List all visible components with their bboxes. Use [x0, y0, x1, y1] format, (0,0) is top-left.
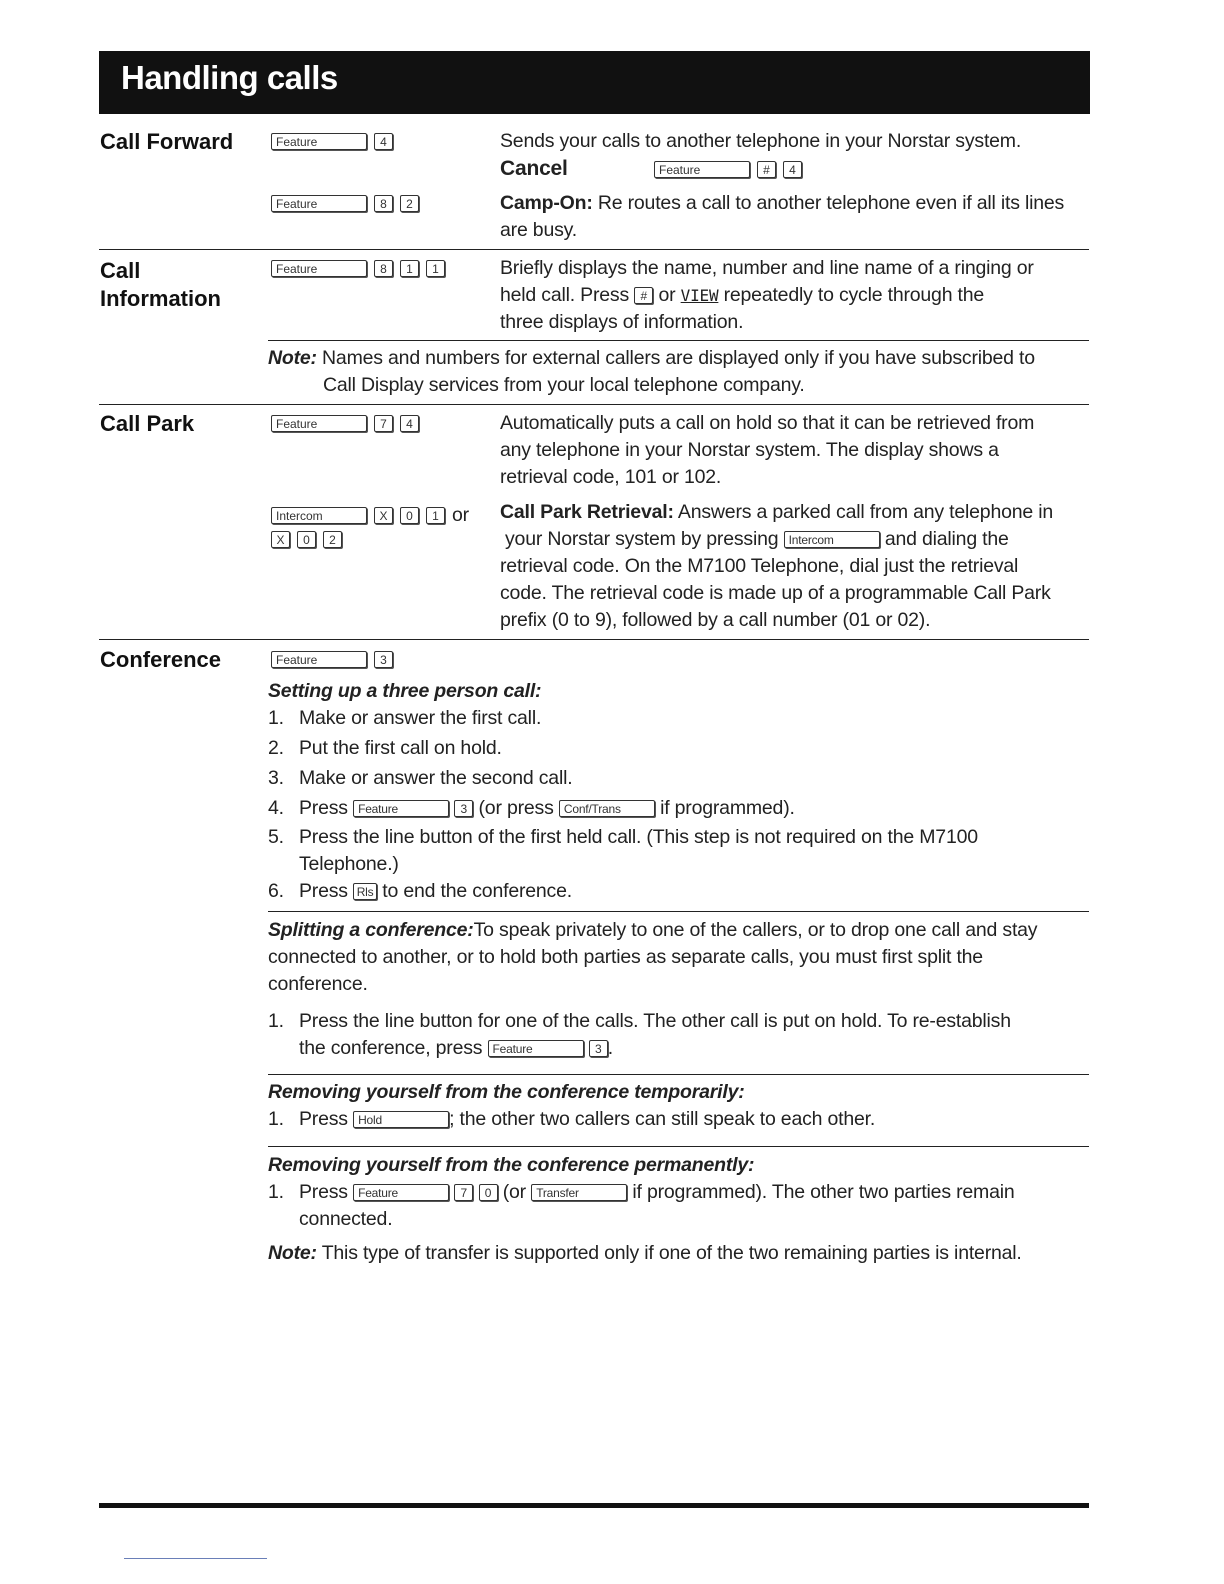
text-fragment: to end the conference. — [382, 880, 572, 902]
text-fragment: the conference, press — [299, 1037, 483, 1059]
text-fragment: Press — [299, 797, 348, 819]
cancel-keys — [654, 159, 809, 181]
perm-heading: Removing yourself from the conference permanently: — [268, 1154, 755, 1176]
conference-keys — [271, 649, 400, 671]
or-word: or — [452, 504, 469, 526]
footer-line — [124, 1558, 267, 1559]
step-number: 5. — [268, 826, 284, 848]
split-step-text-2 — [299, 1035, 613, 1062]
text-fragment: if programmed). The other two parties remain — [632, 1181, 1015, 1203]
split-text-2: connected to another, or to hold both parties as separate calls, you must first split the — [268, 946, 983, 968]
page-title: Handling calls — [121, 59, 338, 96]
text-fragment: Press — [299, 880, 348, 902]
step-number: 6. — [268, 880, 284, 902]
key-1: 1 — [400, 260, 419, 277]
list-item — [268, 878, 978, 905]
camp-on-line-2: are busy. — [500, 219, 577, 241]
key-hash: # — [757, 161, 776, 178]
feature-key: Feature — [271, 260, 367, 277]
key-7: 7 — [374, 415, 393, 432]
key-4: 4 — [783, 161, 802, 178]
perm-step-text-1 — [299, 1179, 1015, 1206]
step-text: Make or answer the second call. — [299, 767, 573, 789]
retrieval-label: Call Park Retrieval: — [500, 501, 674, 523]
call-information-text-1: Briefly displays the name, number and line name of a ringing or — [500, 257, 1034, 279]
hold-key: Hold — [353, 1111, 449, 1128]
temp-step-text — [299, 1106, 875, 1133]
list-item — [268, 765, 978, 795]
feature-key: Feature — [271, 651, 367, 668]
call-park-retrieval-1 — [500, 499, 1053, 526]
key-hash: # — [634, 287, 653, 304]
call-park-keys — [271, 413, 426, 435]
feature-key: Feature — [654, 161, 750, 178]
text-fragment: (or — [502, 1181, 526, 1203]
call-information-label-2: Information — [100, 286, 221, 311]
text-fragment: or — [658, 284, 676, 306]
text-fragment: Press — [299, 1181, 348, 1203]
setup-heading: Setting up a three person call: — [268, 680, 542, 702]
call-park-retrieval-keys-2 — [271, 529, 349, 551]
call-park-retrieval-2 — [505, 526, 1009, 553]
conf-trans-key: Conf/Trans — [559, 800, 655, 817]
cancel-label: Cancel — [500, 157, 568, 180]
note-text: Names and numbers for external callers are displayed only if you have subscribed to — [322, 347, 1035, 369]
feature-key: Feature — [271, 195, 367, 212]
conference-note — [268, 1240, 1022, 1267]
subsection-divider — [268, 911, 1089, 912]
key-0: 0 — [297, 531, 316, 548]
key-1: 1 — [426, 507, 445, 524]
call-park-retrieval-keys-1 — [271, 502, 469, 529]
transfer-key: Transfer — [531, 1184, 627, 1201]
list-item-continuation — [268, 851, 978, 878]
section-divider — [99, 249, 1089, 250]
key-3: 3 — [454, 800, 473, 817]
step-number: 2. — [268, 737, 284, 759]
key-3: 3 — [589, 1040, 608, 1057]
list-item — [268, 705, 978, 735]
key-2: 2 — [400, 195, 419, 212]
key-4: 4 — [400, 415, 419, 432]
intercom-key: Intercom — [271, 507, 367, 524]
camp-on-label: Camp-On: — [500, 192, 593, 214]
conference-label: Conference — [100, 647, 222, 672]
call-information-note-2: Call Display services from your local telephone company. — [323, 374, 805, 396]
camp-on-text: Re routes a call to another telephone even if all its lines — [597, 192, 1065, 214]
key-3: 3 — [374, 651, 393, 668]
subsection-divider — [268, 1146, 1089, 1147]
key-8: 8 — [374, 260, 393, 277]
split-step-number: 1. — [268, 1010, 284, 1032]
call-information-text-3: three displays of information. — [500, 311, 744, 333]
key-x: X — [271, 531, 290, 548]
camp-on-line-1 — [500, 190, 1064, 217]
text-fragment: (or press — [478, 797, 554, 819]
perm-step-number: 1. — [268, 1181, 284, 1203]
feature-key: Feature — [271, 415, 367, 432]
section-header — [99, 51, 1090, 114]
call-information-label-1: Call — [100, 258, 141, 283]
subsection-divider — [268, 1074, 1089, 1075]
retrieval-text: Answers a parked call from any telephone in — [677, 501, 1054, 523]
call-park-retrieval-3: retrieval code. On the M7100 Telephone, dial just the retrieval — [500, 555, 1019, 577]
call-forward-label: Call Forward — [100, 129, 234, 154]
key-x: X — [374, 507, 393, 524]
step-number: 4. — [268, 797, 284, 819]
rls-key: Rls — [353, 883, 377, 900]
text-fragment: if programmed). — [660, 797, 795, 819]
text-fragment: and dialing the — [884, 528, 1009, 550]
view-display-word: VIEW — [680, 286, 719, 305]
step-number: 3. — [268, 767, 284, 789]
list-item — [268, 735, 978, 765]
page-bottom-rule — [99, 1503, 1089, 1508]
call-park-label: Call Park — [100, 411, 195, 436]
list-item — [268, 824, 978, 851]
text-fragment: ; the other two callers can still speak to each other. — [449, 1108, 876, 1130]
call-forward-keys — [271, 131, 400, 153]
note-text: This type of transfer is supported only if one of the two remaining parties is internal. — [321, 1242, 1022, 1264]
section-divider — [99, 404, 1089, 405]
temp-heading: Removing yourself from the conference temporarily: — [268, 1081, 745, 1103]
text-fragment: Press — [299, 1108, 348, 1130]
step-text: Put the first call on hold. — [299, 737, 502, 759]
step-text: Make or answer the first call. — [299, 707, 542, 729]
text-fragment: your Norstar system by pressing — [505, 528, 779, 550]
call-information-text-2 — [500, 282, 984, 309]
feature-key: Feature — [488, 1040, 584, 1057]
text-fragment: . — [607, 1037, 613, 1059]
camp-on-keys — [271, 193, 426, 215]
note-label: Note: — [268, 347, 317, 369]
step-text: Press the line button of the first held call. (This step is not required on the M7100 — [299, 826, 978, 848]
temp-step-number: 1. — [268, 1108, 284, 1130]
text-fragment: repeatedly to cycle through the — [723, 284, 985, 306]
text-fragment: held call. Press — [500, 284, 630, 306]
step-number: 1. — [268, 707, 284, 729]
call-park-retrieval-4: code. The retrieval code is made up of a programmable Call Park — [500, 582, 1051, 604]
key-1: 1 — [426, 260, 445, 277]
setup-steps-list — [268, 705, 978, 905]
call-forward-description: Sends your calls to another telephone in your Norstar system. — [500, 130, 1022, 152]
call-park-text-2: any telephone in your Norstar system. The display shows a — [500, 439, 999, 461]
split-heading: Splitting a conference: — [268, 919, 474, 941]
feature-key: Feature — [271, 133, 367, 150]
key-8: 8 — [374, 195, 393, 212]
split-text-1 — [268, 917, 1037, 944]
feature-key: Feature — [353, 1184, 449, 1201]
perm-step-text-2: connected. — [299, 1208, 393, 1230]
step-text: Telephone.) — [299, 853, 399, 875]
key-7: 7 — [454, 1184, 473, 1201]
section-divider — [99, 639, 1089, 640]
intercom-key: Intercom — [784, 531, 880, 548]
feature-key: Feature — [353, 800, 449, 817]
split-text-3: conference. — [268, 973, 368, 995]
key-2: 2 — [323, 531, 342, 548]
note-label: Note: — [268, 1242, 317, 1264]
list-item — [268, 795, 978, 824]
call-information-note-1 — [268, 345, 1035, 372]
key-0: 0 — [400, 507, 419, 524]
split-step-text-1: Press the line button for one of the calls. The other call is put on hold. To re-establish — [299, 1010, 1011, 1032]
call-information-keys — [271, 258, 452, 280]
call-park-text-3: retrieval code, 101 or 102. — [500, 466, 722, 488]
call-park-retrieval-5: prefix (0 to 9), followed by a call number (01 or 02). — [500, 609, 931, 631]
call-park-text-1: Automatically puts a call on hold so that it can be retrieved from — [500, 412, 1035, 434]
key-0: 0 — [479, 1184, 498, 1201]
text-fragment: To speak privately to one of the callers, or to drop one call and stay — [473, 919, 1038, 941]
key-4: 4 — [374, 133, 393, 150]
note-divider — [268, 340, 1089, 341]
